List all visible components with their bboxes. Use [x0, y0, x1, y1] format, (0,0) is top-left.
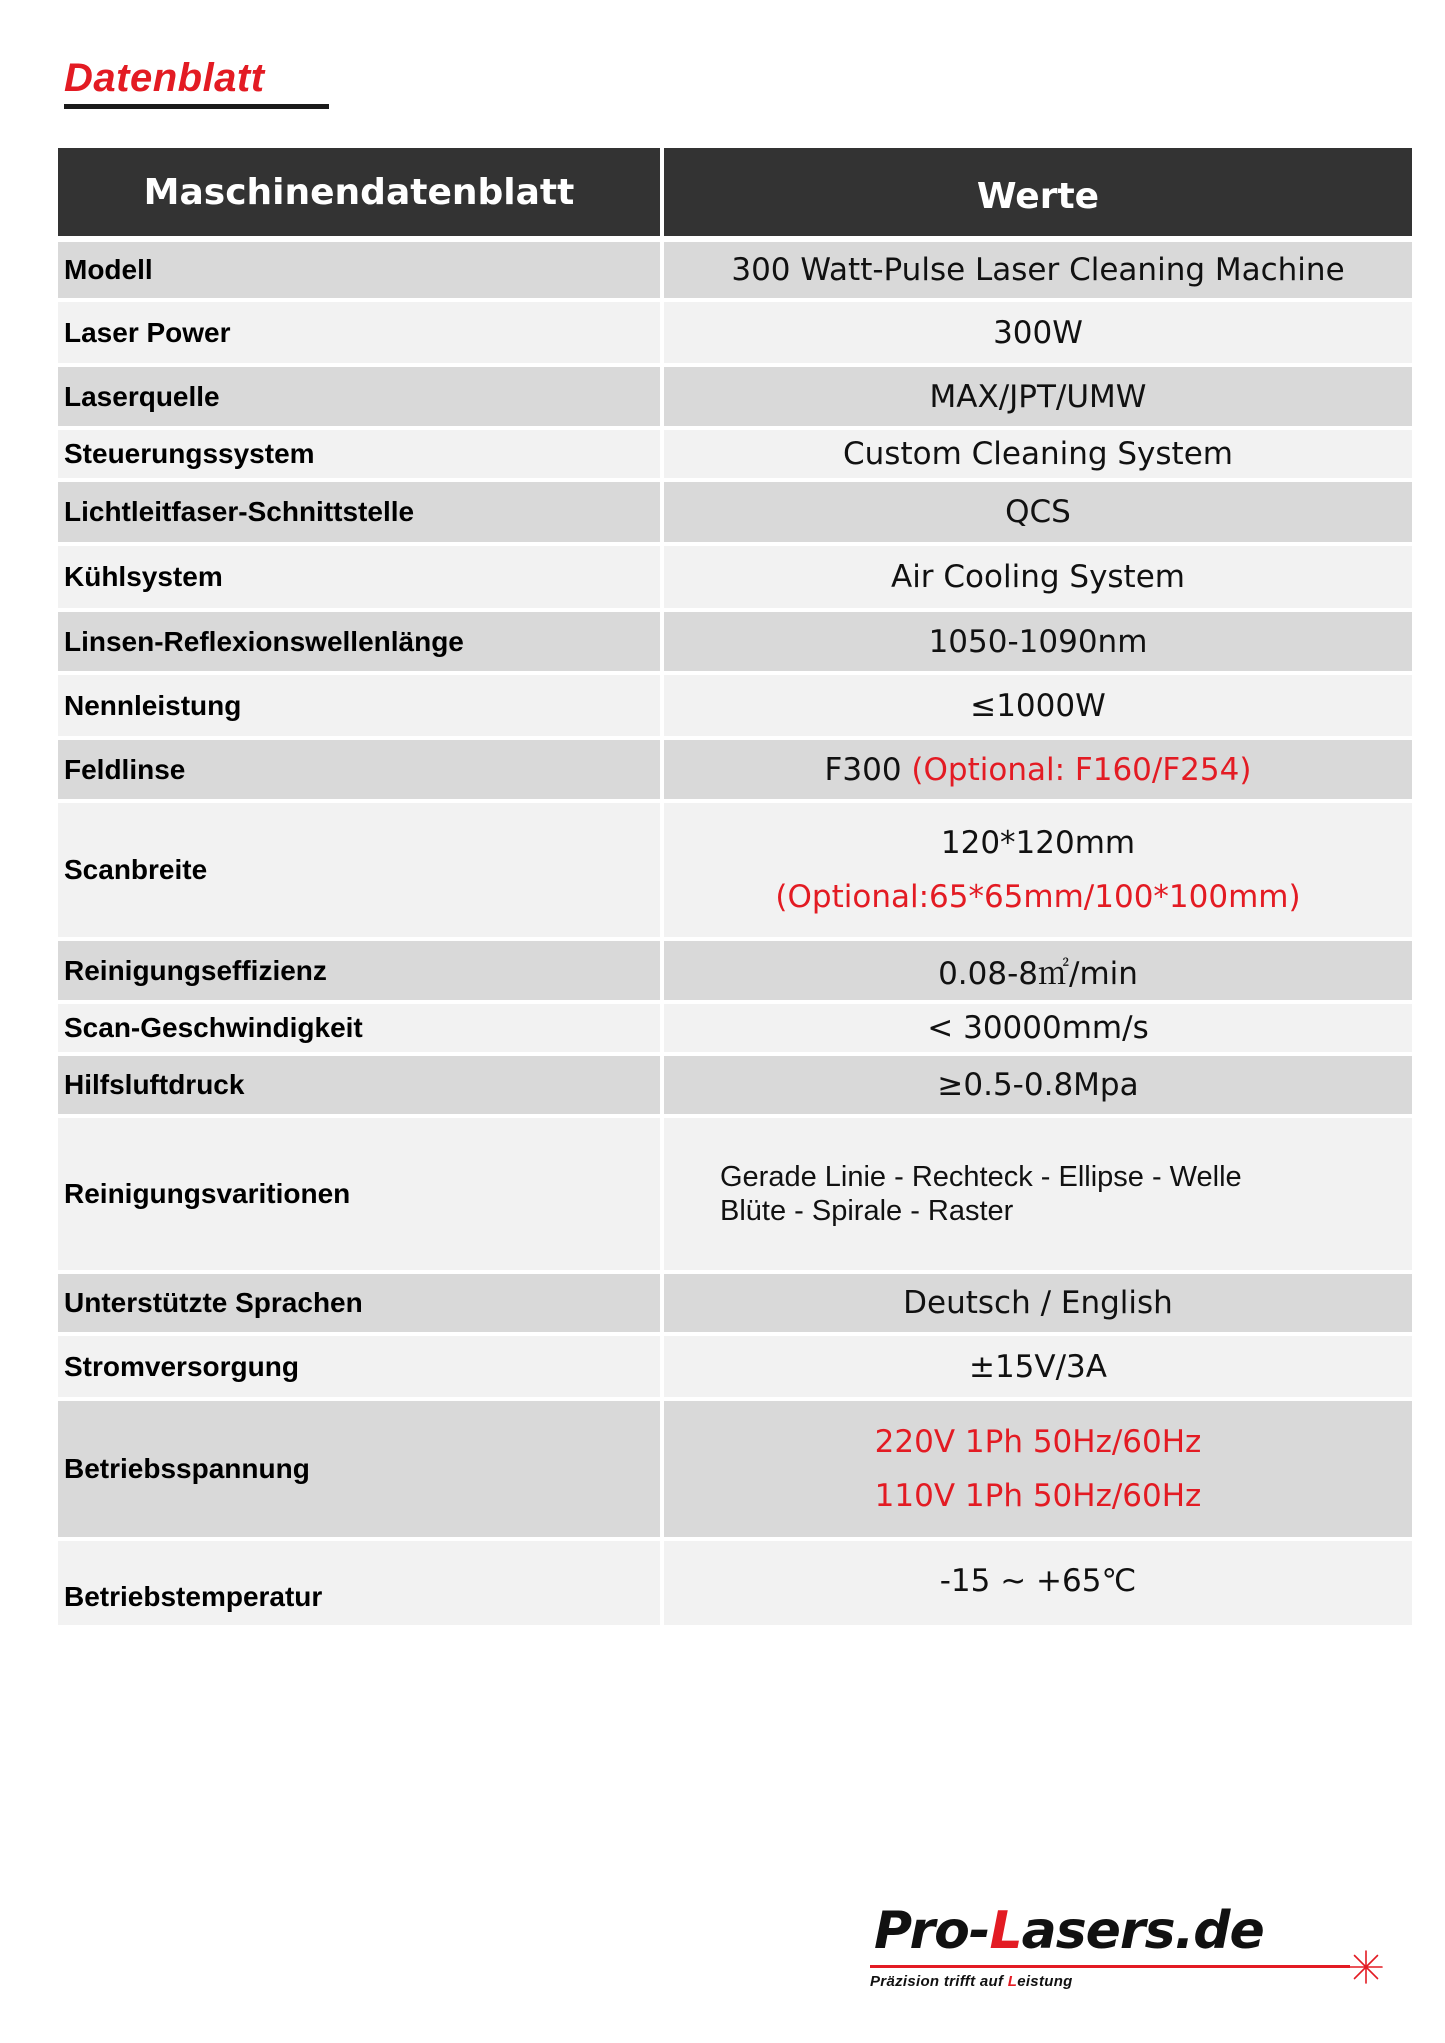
row-label: Steuerungssystem: [58, 426, 660, 478]
row-label: Modell: [58, 236, 660, 298]
table-row: [58, 1000, 1412, 1052]
row-value: 300 Watt-Pulse Laser Cleaning Machine: [660, 236, 1412, 298]
table-row: [58, 1397, 1412, 1537]
row-value: ≥0.5-0.8Mpa: [660, 1052, 1412, 1114]
row-label: Kühlsystem: [58, 542, 660, 608]
row-label: Nennleistung: [58, 671, 660, 736]
table-row: [58, 1270, 1412, 1332]
logo-tagline: Präzision trifft auf Leistung: [870, 1973, 1073, 1990]
row-label: Reinigungseffizienz: [58, 937, 660, 1000]
row-label: Unterstützte Sprachen: [58, 1270, 660, 1332]
table-row: [58, 478, 1412, 542]
value-line-1: Gerade Linie - Rechteck - Ellipse - Welle: [720, 1161, 1242, 1193]
laser-star-icon: [1348, 1949, 1384, 1985]
row-label: Hilfsluftdruck: [58, 1052, 660, 1114]
value-line-2: Blüte - Spirale - Raster: [720, 1195, 1014, 1227]
row-label: Scanbreite: [58, 799, 660, 937]
value-main: F300: [824, 751, 902, 788]
row-value: 1050-1090nm: [660, 608, 1412, 671]
row-value: -15 ~ +65℃: [660, 1537, 1412, 1625]
row-label: Scan-Geschwindigkeit: [58, 1000, 660, 1052]
table-row: [58, 937, 1412, 1000]
table-row: [58, 799, 1412, 937]
row-value: < 30000mm/s: [660, 1000, 1412, 1052]
datasheet-table: [58, 148, 1412, 1625]
row-label: Betriebsspannung: [58, 1397, 660, 1537]
table-row: [58, 298, 1412, 363]
column-header-value: Werte: [660, 148, 1412, 236]
row-label: Feldlinse: [58, 736, 660, 799]
row-label: Laserquelle: [58, 363, 660, 426]
table-row: [58, 736, 1412, 799]
row-value: 0.08-8㎡/min: [660, 937, 1412, 1000]
table-row: [58, 363, 1412, 426]
value-main: 120*120mm: [940, 825, 1136, 861]
row-value: ±15V/3A: [660, 1332, 1412, 1397]
table-row: [58, 1114, 1412, 1270]
logo-wordmark: Pro-Lasers.de: [874, 1901, 1264, 1961]
row-value: [660, 736, 1412, 799]
row-label: Linsen-Reflexionswellenlänge: [58, 608, 660, 671]
row-value: 300W: [660, 298, 1412, 363]
value-line-1: 220V 1Ph 50Hz/60Hz: [874, 1424, 1202, 1460]
row-label: Betriebstemperatur: [58, 1537, 660, 1625]
row-value: [660, 1397, 1412, 1537]
row-value: Custom Cleaning System: [660, 426, 1412, 478]
page-title: Datenblatt: [64, 56, 265, 100]
row-value: Deutsch / English: [660, 1270, 1412, 1332]
table-row: [58, 608, 1412, 671]
table-row: [58, 1537, 1412, 1625]
column-header-parameter: Maschinendatenblatt: [58, 148, 660, 236]
row-label: Reinigungsvaritionen: [58, 1114, 660, 1270]
row-value: QCS: [660, 478, 1412, 542]
row-label: Lichtleitfaser-Schnittstelle: [58, 478, 660, 542]
value-line-2: 110V 1Ph 50Hz/60Hz: [874, 1478, 1202, 1514]
title-underline: [64, 104, 329, 109]
table-row: [58, 1052, 1412, 1114]
row-value: [660, 799, 1412, 937]
row-value: Air Cooling System: [660, 542, 1412, 608]
table-row: [58, 542, 1412, 608]
table-row: [58, 1332, 1412, 1397]
row-value: [660, 1114, 1412, 1270]
table-row: [58, 236, 1412, 298]
row-value: ≤1000W: [660, 671, 1412, 736]
table-header-row: [58, 148, 1412, 236]
logo-underline: [870, 1965, 1350, 1968]
row-value: MAX/JPT/UMW: [660, 363, 1412, 426]
brand-logo: [870, 1901, 1390, 2005]
table-row: [58, 671, 1412, 736]
value-optional: (Optional: F160/F254): [911, 751, 1252, 788]
table-row: [58, 426, 1412, 478]
value-optional: (Optional:65*65mm/100*100mm): [775, 879, 1301, 915]
row-label: Laser Power: [58, 298, 660, 363]
row-label: Stromversorgung: [58, 1332, 660, 1397]
